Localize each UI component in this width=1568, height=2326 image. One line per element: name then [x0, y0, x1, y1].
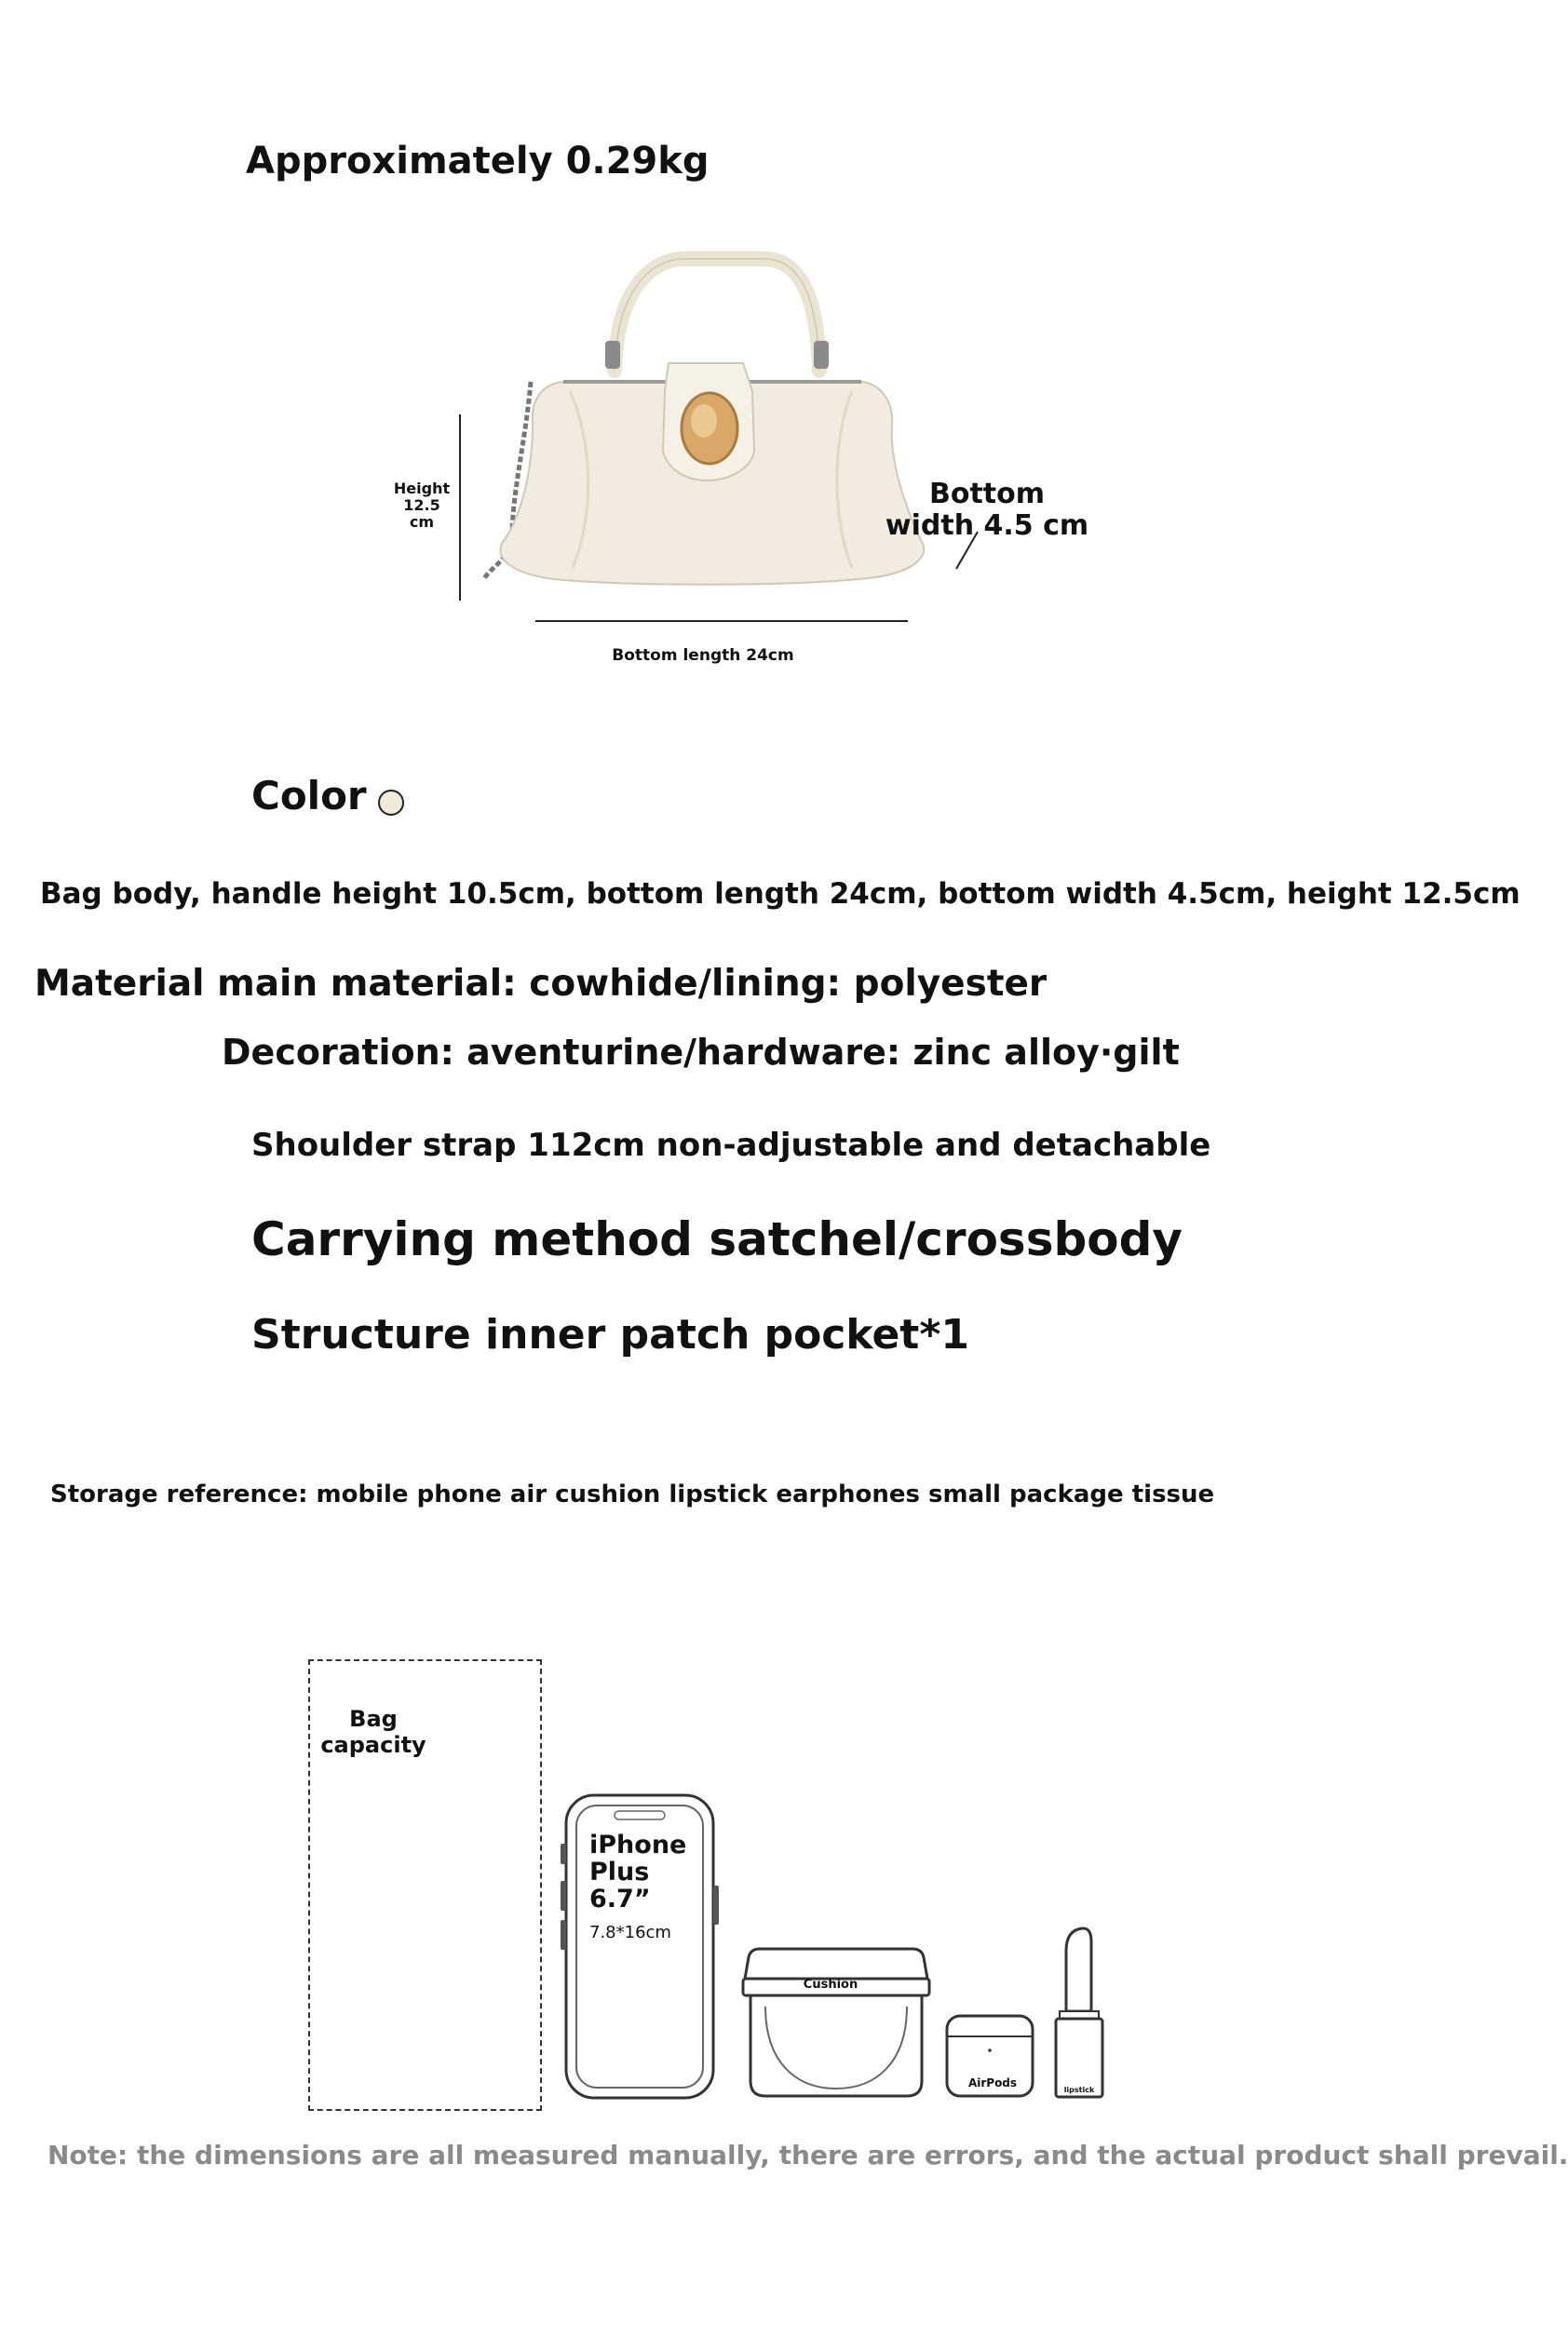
lipstick-label: lipstick	[1063, 2086, 1095, 2094]
lipstick-icon	[1056, 1928, 1102, 2097]
cushion-compact-icon	[743, 1949, 929, 2096]
weight-heading: Approximately 0.29kg	[246, 140, 710, 183]
height-label: Height 12.5 cm	[393, 480, 451, 531]
disclaimer-note: Note: the dimensions are all measured manually, there are errors, and the actual product shall prevail.	[47, 2140, 1568, 2170]
phone-name: iPhone Plus 6.7”	[589, 1831, 687, 1914]
bottom-length-label: Bottom length 24cm	[612, 646, 794, 665]
carrying-spec: Carrying method satchel/crossbody	[251, 1212, 1183, 1266]
structure-spec: Structure inner patch pocket*1	[251, 1311, 969, 1359]
airpods-label: AirPods	[967, 2076, 1018, 2089]
decoration-spec: Decoration: aventurine/hardware: zinc alloy·gilt	[222, 1032, 1180, 1073]
bottom-width-label: Bottom width 4.5 cm	[885, 478, 1089, 542]
material-spec: Material main material: cowhide/lining: polyester	[34, 963, 1048, 1005]
bag-illustration	[372, 251, 1080, 689]
cushion-label: Cushion	[803, 1978, 858, 1992]
color-label: Color	[251, 773, 367, 818]
dimensions-spec: Bag body, handle height 10.5cm, bottom length 24cm, bottom width 4.5cm, height 12.5cm	[40, 877, 1521, 911]
color-swatch	[378, 790, 404, 816]
strap-spec: Shoulder strap 112cm non-adjustable and detachable	[251, 1127, 1211, 1164]
phone-size: 7.8*16cm	[589, 1923, 671, 1942]
capacity-label: Bag capacity	[320, 1706, 426, 1758]
storage-reference: Storage reference: mobile phone air cushion lipstick earphones small package tissue	[50, 1481, 1215, 1508]
